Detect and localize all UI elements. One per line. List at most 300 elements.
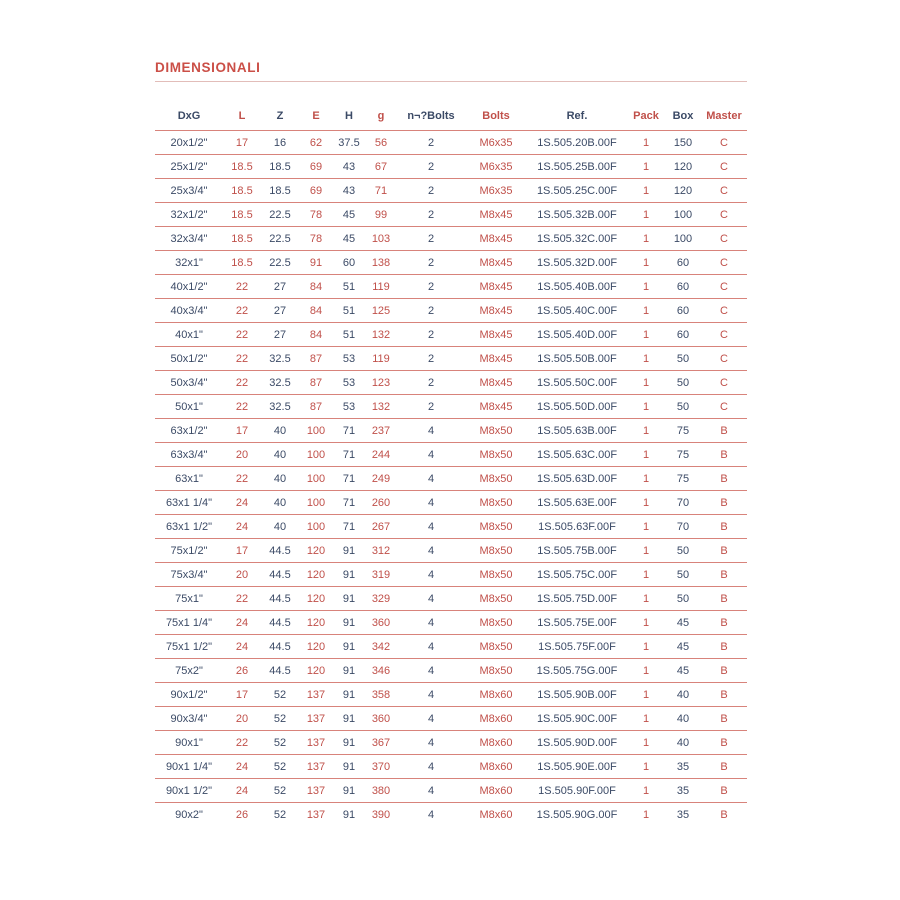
cell-l: 24	[223, 635, 261, 659]
cell-dxg: 20x1/2"	[155, 131, 223, 155]
cell-z: 27	[261, 299, 299, 323]
table-row	[155, 155, 747, 179]
cell-e: 84	[299, 299, 333, 323]
catalog-page	[155, 60, 747, 826]
cell-g: 138	[365, 251, 397, 275]
cell-master: B	[701, 443, 747, 467]
cell-e: 137	[299, 683, 333, 707]
cell-nbolts: 2	[397, 203, 465, 227]
cell-ref: 1S.505.90G.00F	[536, 808, 618, 821]
cell-h: 91	[333, 539, 365, 563]
cell-g: 56	[365, 131, 397, 155]
table-row	[155, 683, 747, 707]
cell-nbolts: 4	[427, 808, 435, 821]
cell-e: 120	[299, 635, 333, 659]
cell-box: 40	[665, 707, 701, 731]
cell-e: 137	[299, 731, 333, 755]
cell-pack: 1	[627, 443, 665, 467]
cell-h: 53	[333, 371, 365, 395]
cell-h: 60	[333, 251, 365, 275]
cell-ref: 1S.505.75G.00F	[527, 659, 627, 683]
cell-bolts: M6x35	[465, 179, 527, 203]
column-header-e: E	[299, 92, 333, 131]
cell-l: 24	[223, 491, 261, 515]
cell-box: 120	[665, 179, 701, 203]
cell-master: C	[701, 227, 747, 251]
cell-ref: 1S.505.25C.00F	[527, 179, 627, 203]
cell-dxg: 40x3/4"	[155, 299, 223, 323]
cell-e: 120	[299, 587, 333, 611]
cell-h: 71	[333, 515, 365, 539]
cell-e: 137	[306, 808, 326, 821]
cell-z: 16	[261, 131, 299, 155]
cell-box: 50	[665, 563, 701, 587]
cell-z: 44.5	[261, 635, 299, 659]
cell-pack: 1	[627, 539, 665, 563]
cell-bolts: M8x45	[465, 347, 527, 371]
cell-e: 120	[299, 611, 333, 635]
cell-pack: 1	[627, 491, 665, 515]
cell-ref: 1S.505.75F.00F	[527, 635, 627, 659]
cell-dxg: 63x1 1/2"	[155, 515, 223, 539]
cell-h: 71	[333, 467, 365, 491]
table-row	[155, 659, 747, 683]
column-header-ref: Ref.	[527, 92, 627, 131]
cell-l: 22	[223, 731, 261, 755]
cell-z: 40	[261, 467, 299, 491]
cell-bolts: M8x50	[465, 587, 527, 611]
cell-ref: 1S.505.63C.00F	[527, 443, 627, 467]
cell-bolts: M8x45	[465, 227, 527, 251]
cell-z: 44.5	[261, 611, 299, 635]
cell-h: 53	[333, 347, 365, 371]
cell-g: 329	[365, 587, 397, 611]
cell-pack: 1	[627, 563, 665, 587]
cell-master: C	[701, 203, 747, 227]
cell-nbolts: 4	[397, 635, 465, 659]
cell-g: 390	[371, 808, 391, 821]
cell-l: 18.5	[223, 251, 261, 275]
cell-l: 20	[223, 443, 261, 467]
cell-box: 70	[665, 515, 701, 539]
cell-l: 22	[223, 275, 261, 299]
cell-pack: 1	[627, 707, 665, 731]
cell-g: 346	[365, 659, 397, 683]
cell-ref: 1S.505.90D.00F	[527, 731, 627, 755]
cell-dxg: 90x1 1/2"	[155, 779, 223, 803]
cell-ref: 1S.505.90C.00F	[527, 707, 627, 731]
cell-g: 71	[365, 179, 397, 203]
cell-g: 67	[365, 155, 397, 179]
cell-l: 18.5	[223, 203, 261, 227]
cell-l: 24	[223, 611, 261, 635]
cell-z: 27	[261, 323, 299, 347]
table-row	[155, 779, 747, 803]
cell-ref: 1S.505.75B.00F	[527, 539, 627, 563]
cell-e: 78	[299, 227, 333, 251]
cell-g: 342	[365, 635, 397, 659]
cell-pack: 1	[627, 731, 665, 755]
cell-ref: 1S.505.50D.00F	[527, 395, 627, 419]
cell-g: 367	[365, 731, 397, 755]
cell-dxg: 90x1"	[155, 731, 223, 755]
cell-ref: 1S.505.40C.00F	[527, 299, 627, 323]
cell-nbolts: 4	[397, 683, 465, 707]
cell-nbolts: 4	[397, 755, 465, 779]
cell-box: 120	[665, 155, 701, 179]
cell-master: B	[720, 808, 728, 821]
cell-ref: 1S.505.63B.00F	[527, 419, 627, 443]
cell-ref: 1S.505.32B.00F	[527, 203, 627, 227]
cell-l: 22	[223, 395, 261, 419]
table-row	[155, 347, 747, 371]
cell-master: C	[701, 275, 747, 299]
cell-dxg: 50x1/2"	[155, 347, 223, 371]
table-row	[155, 803, 747, 827]
cell-h: 71	[333, 443, 365, 467]
cell-z: 22.5	[261, 227, 299, 251]
cell-master: B	[701, 779, 747, 803]
cell-master: B	[701, 611, 747, 635]
cell-z: 52	[261, 779, 299, 803]
cell-pack: 1	[627, 203, 665, 227]
cell-nbolts: 2	[397, 395, 465, 419]
cell-g: 119	[365, 347, 397, 371]
cell-h: 91	[333, 587, 365, 611]
cell-e: 100	[299, 515, 333, 539]
cell-l: 26	[223, 659, 261, 683]
cell-e: 84	[299, 275, 333, 299]
cell-bolts: M8x60	[479, 808, 513, 821]
cell-g: 103	[365, 227, 397, 251]
table-row	[155, 395, 747, 419]
cell-l: 17	[223, 131, 261, 155]
cell-master: B	[701, 731, 747, 755]
cell-pack: 1	[627, 299, 665, 323]
title-divider	[155, 81, 747, 82]
column-header-g: g	[365, 92, 397, 131]
cell-bolts: M8x45	[465, 251, 527, 275]
cell-box: 60	[665, 275, 701, 299]
cell-h: 91	[333, 659, 365, 683]
cell-z: 44.5	[261, 587, 299, 611]
cell-z: 52	[261, 755, 299, 779]
cell-master: B	[701, 755, 747, 779]
cell-bolts: M8x50	[465, 611, 527, 635]
table-row	[155, 611, 747, 635]
cell-pack: 1	[627, 611, 665, 635]
cell-g: 237	[365, 419, 397, 443]
cell-l: 20	[223, 563, 261, 587]
cell-l: 18.5	[223, 179, 261, 203]
cell-h: 53	[333, 395, 365, 419]
cell-ref: 1S.505.90E.00F	[527, 755, 627, 779]
cell-nbolts: 2	[397, 299, 465, 323]
cell-dxg: 90x1/2"	[155, 683, 223, 707]
cell-e: 120	[299, 539, 333, 563]
cell-box: 150	[665, 131, 701, 155]
cell-nbolts: 4	[397, 515, 465, 539]
cell-l: 24	[223, 755, 261, 779]
cell-bolts: M8x45	[465, 371, 527, 395]
cell-nbolts: 2	[397, 131, 465, 155]
table-row	[155, 635, 747, 659]
table-row	[155, 227, 747, 251]
cell-ref: 1S.505.32D.00F	[527, 251, 627, 275]
cell-nbolts: 4	[397, 707, 465, 731]
table-row	[155, 203, 747, 227]
cell-pack: 1	[627, 419, 665, 443]
cell-z: 44.5	[261, 539, 299, 563]
cell-h: 37.5	[333, 131, 365, 155]
cell-pack: 1	[642, 808, 650, 821]
cell-ref: 1S.505.32C.00F	[527, 227, 627, 251]
cell-nbolts: 4	[397, 587, 465, 611]
cell-l: 22	[223, 347, 261, 371]
cell-box: 40	[665, 683, 701, 707]
cell-bolts: M8x50	[465, 563, 527, 587]
cell-dxg: 40x1"	[155, 323, 223, 347]
column-header-pack: Pack	[627, 92, 665, 131]
cell-e: 87	[299, 347, 333, 371]
cell-dxg: 50x3/4"	[155, 371, 223, 395]
cell-box: 50	[665, 371, 701, 395]
cell-g: 360	[365, 707, 397, 731]
table-row	[155, 563, 747, 587]
table-row	[155, 443, 747, 467]
cell-z: 22.5	[261, 203, 299, 227]
cell-box: 60	[665, 299, 701, 323]
cell-h: 51	[333, 275, 365, 299]
cell-nbolts: 4	[397, 659, 465, 683]
table-row	[155, 371, 747, 395]
cell-box: 60	[665, 323, 701, 347]
cell-e: 100	[299, 443, 333, 467]
cell-z: 52	[261, 731, 299, 755]
cell-box: 100	[665, 227, 701, 251]
cell-bolts: M8x45	[465, 203, 527, 227]
cell-dxg: 32x1"	[155, 251, 223, 275]
cell-ref: 1S.505.63D.00F	[527, 467, 627, 491]
cell-master: B	[701, 539, 747, 563]
cell-bolts: M8x50	[465, 515, 527, 539]
cell-h: 71	[333, 491, 365, 515]
cell-pack: 1	[627, 251, 665, 275]
cell-box: 35	[676, 808, 690, 821]
cell-master: B	[701, 491, 747, 515]
cell-bolts: M8x50	[465, 419, 527, 443]
cell-nbolts: 4	[397, 563, 465, 587]
cell-nbolts: 2	[397, 251, 465, 275]
cell-h: 91	[333, 779, 365, 803]
cell-h: 91	[333, 683, 365, 707]
column-header-z: Z	[261, 92, 299, 131]
cell-g: 358	[365, 683, 397, 707]
cell-l: 18.5	[223, 155, 261, 179]
cell-bolts: M8x50	[465, 539, 527, 563]
cell-pack: 1	[627, 275, 665, 299]
cell-pack: 1	[627, 347, 665, 371]
cell-bolts: M8x60	[465, 707, 527, 731]
cell-h: 51	[333, 299, 365, 323]
cell-dxg: 25x1/2"	[155, 155, 223, 179]
cell-z: 44.5	[261, 563, 299, 587]
cell-pack: 1	[627, 779, 665, 803]
cell-nbolts: 2	[397, 179, 465, 203]
cell-g: 360	[365, 611, 397, 635]
cell-bolts: M8x45	[465, 323, 527, 347]
cell-l: 17	[223, 419, 261, 443]
table-body	[155, 131, 747, 827]
column-header-nbolts: n¬?Bolts	[397, 92, 465, 131]
cell-e: 87	[299, 371, 333, 395]
cell-bolts: M8x60	[465, 731, 527, 755]
cell-pack: 1	[627, 467, 665, 491]
cell-dxg: 40x1/2"	[155, 275, 223, 299]
cell-g: 319	[365, 563, 397, 587]
table-row	[155, 539, 747, 563]
cell-nbolts: 4	[397, 539, 465, 563]
cell-dxg: 63x1/2"	[155, 419, 223, 443]
cell-g: 260	[365, 491, 397, 515]
cell-h: 45	[333, 203, 365, 227]
cell-nbolts: 2	[397, 155, 465, 179]
cell-bolts: M8x45	[465, 299, 527, 323]
cell-master: C	[701, 155, 747, 179]
cell-box: 35	[665, 779, 701, 803]
cell-dxg: 90x2"	[175, 808, 203, 821]
cell-g: 132	[365, 395, 397, 419]
cell-dxg: 50x1"	[155, 395, 223, 419]
cell-master: B	[701, 659, 747, 683]
cell-ref: 1S.505.50B.00F	[527, 347, 627, 371]
cell-e: 69	[299, 155, 333, 179]
cell-ref: 1S.505.25B.00F	[527, 155, 627, 179]
cell-ref: 1S.505.40D.00F	[527, 323, 627, 347]
cell-z: 40	[261, 419, 299, 443]
cell-l: 22	[223, 371, 261, 395]
cell-master: C	[701, 131, 747, 155]
cell-z: 52	[261, 683, 299, 707]
cell-h: 43	[333, 179, 365, 203]
cell-box: 60	[665, 251, 701, 275]
cell-box: 75	[665, 467, 701, 491]
cell-z: 44.5	[261, 659, 299, 683]
cell-z: 32.5	[261, 347, 299, 371]
cell-dxg: 63x3/4"	[155, 443, 223, 467]
cell-nbolts: 4	[397, 443, 465, 467]
cell-l: 24	[223, 515, 261, 539]
cell-e: 120	[299, 659, 333, 683]
cell-bolts: M8x60	[465, 779, 527, 803]
cell-g: 99	[365, 203, 397, 227]
cell-pack: 1	[627, 395, 665, 419]
cell-master: B	[701, 515, 747, 539]
cell-box: 50	[665, 347, 701, 371]
cell-box: 100	[665, 203, 701, 227]
cell-bolts: M8x50	[465, 467, 527, 491]
cell-z: 18.5	[261, 179, 299, 203]
cell-h: 91	[333, 635, 365, 659]
cell-e: 91	[299, 251, 333, 275]
cell-box: 75	[665, 443, 701, 467]
cell-l: 22	[223, 299, 261, 323]
cell-box: 50	[665, 587, 701, 611]
cell-master: B	[701, 683, 747, 707]
cell-dxg: 75x2"	[155, 659, 223, 683]
cell-box: 50	[665, 395, 701, 419]
cell-h: 71	[333, 419, 365, 443]
cell-master: C	[701, 251, 747, 275]
cell-e: 100	[299, 419, 333, 443]
cell-e: 69	[299, 179, 333, 203]
cell-z: 32.5	[261, 371, 299, 395]
cell-master: B	[701, 467, 747, 491]
cell-dxg: 90x3/4"	[155, 707, 223, 731]
cell-z: 52	[273, 808, 287, 821]
cell-e: 78	[299, 203, 333, 227]
cell-pack: 1	[627, 179, 665, 203]
cell-g: 125	[365, 299, 397, 323]
cell-z: 32.5	[261, 395, 299, 419]
cell-z: 22.5	[261, 251, 299, 275]
column-header-box: Box	[665, 92, 701, 131]
cell-master: C	[701, 347, 747, 371]
cell-dxg: 75x1 1/4"	[155, 611, 223, 635]
cell-ref: 1S.505.63F.00F	[527, 515, 627, 539]
cell-nbolts: 2	[397, 347, 465, 371]
table-row	[155, 323, 747, 347]
cell-z: 18.5	[261, 155, 299, 179]
table-row	[155, 731, 747, 755]
cell-z: 27	[261, 275, 299, 299]
cell-nbolts: 2	[397, 227, 465, 251]
cell-box: 45	[665, 611, 701, 635]
cell-master: B	[701, 635, 747, 659]
cell-bolts: M8x60	[465, 683, 527, 707]
cell-l: 22	[223, 467, 261, 491]
cell-pack: 1	[627, 587, 665, 611]
column-header-master: Master	[701, 92, 747, 131]
cell-master: C	[701, 323, 747, 347]
cell-master: C	[701, 179, 747, 203]
cell-g: 249	[365, 467, 397, 491]
cell-l: 22	[223, 323, 261, 347]
cell-ref: 1S.505.20B.00F	[527, 131, 627, 155]
cell-z: 40	[261, 515, 299, 539]
cell-bolts: M6x35	[465, 131, 527, 155]
cell-dxg: 75x1/2"	[155, 539, 223, 563]
cell-z: 52	[261, 707, 299, 731]
cell-box: 50	[665, 539, 701, 563]
cell-bolts: M8x45	[465, 395, 527, 419]
cell-e: 84	[299, 323, 333, 347]
cell-box: 45	[665, 635, 701, 659]
cell-l: 17	[223, 683, 261, 707]
cell-dxg: 32x3/4"	[155, 227, 223, 251]
cell-ref: 1S.505.40B.00F	[527, 275, 627, 299]
cell-master: B	[701, 563, 747, 587]
cell-pack: 1	[627, 515, 665, 539]
cell-e: 120	[299, 563, 333, 587]
cell-box: 75	[665, 419, 701, 443]
cell-bolts: M8x50	[465, 491, 527, 515]
cell-l: 17	[223, 539, 261, 563]
cell-z: 40	[261, 443, 299, 467]
table-row	[155, 587, 747, 611]
cell-e: 137	[299, 779, 333, 803]
cell-e: 100	[299, 491, 333, 515]
